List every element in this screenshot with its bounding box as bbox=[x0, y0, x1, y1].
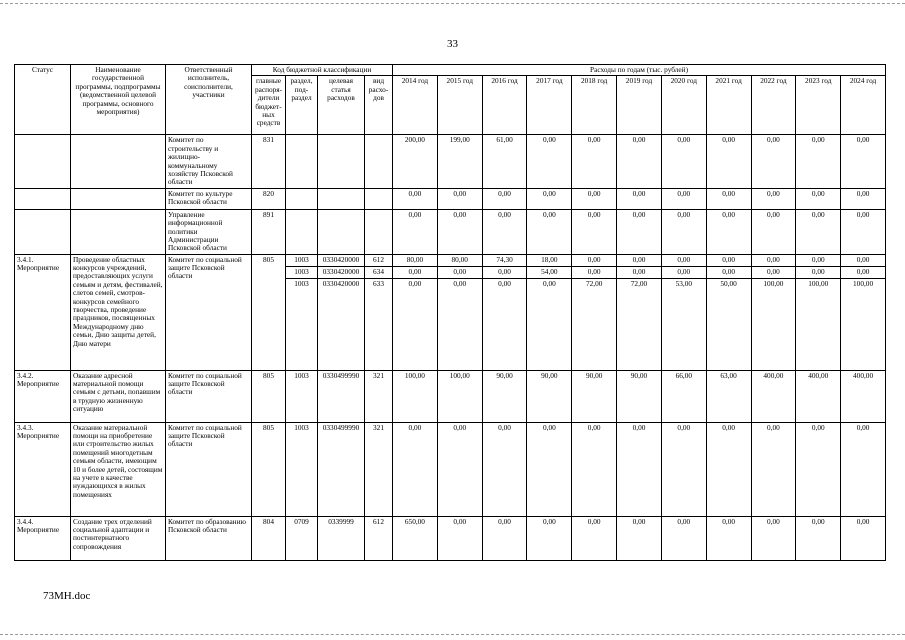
row-year-value: 0,00 bbox=[796, 266, 841, 278]
row-year-value: 0,00 bbox=[572, 266, 617, 278]
header-row-1 bbox=[15, 65, 886, 76]
row-year-value: 400,00 bbox=[841, 370, 886, 422]
row-section bbox=[286, 135, 318, 188]
row-target-item: 0339999 bbox=[318, 516, 365, 560]
row-year-value: 400,00 bbox=[796, 370, 841, 422]
row-year-value: 0,00 bbox=[617, 254, 662, 266]
row-year-value: 0,00 bbox=[661, 254, 706, 266]
row-year-value: 0,00 bbox=[841, 266, 886, 278]
header-year: 2015 год bbox=[437, 76, 482, 135]
row-target-item: 0330420000 bbox=[318, 278, 365, 370]
row-year-value: 0,00 bbox=[527, 188, 572, 209]
row-expense-type: 321 bbox=[365, 370, 393, 422]
row-year-value: 0,00 bbox=[482, 266, 527, 278]
footer-filename: 73МН.doc bbox=[43, 590, 91, 602]
row-year-value: 0,00 bbox=[706, 254, 751, 266]
row-expense-type bbox=[365, 209, 393, 254]
row-year-value: 0,00 bbox=[796, 135, 841, 188]
row-section: 1003 bbox=[286, 422, 318, 516]
row-target-item: 0330499990 bbox=[318, 370, 365, 422]
row-year-value: 0,00 bbox=[706, 135, 751, 188]
row-year-value: 0,00 bbox=[393, 266, 438, 278]
row-status: 3.4.4. Мероприятие bbox=[15, 516, 71, 560]
row-year-value: 0,00 bbox=[751, 254, 796, 266]
row-year-value: 0,00 bbox=[393, 209, 438, 254]
row-year-value: 53,00 bbox=[661, 278, 706, 370]
row-expense-type: 633 bbox=[365, 278, 393, 370]
row-year-value: 0,00 bbox=[841, 516, 886, 560]
row-year-value: 0,00 bbox=[482, 516, 527, 560]
row-main-manager: 804 bbox=[252, 516, 286, 560]
row-year-value: 0,00 bbox=[437, 422, 482, 516]
row-year-value: 0,00 bbox=[437, 266, 482, 278]
row-year-value: 0,00 bbox=[841, 422, 886, 516]
row-year-value: 100,00 bbox=[796, 278, 841, 370]
row-year-value: 0,00 bbox=[617, 266, 662, 278]
row-name bbox=[71, 135, 166, 188]
row-executor: Комитет по культуре Псковской области bbox=[166, 188, 252, 209]
row-year-value: 0,00 bbox=[482, 209, 527, 254]
row-target-item: 0330420000 bbox=[318, 266, 365, 278]
table-header bbox=[15, 65, 886, 135]
row-year-value: 0,00 bbox=[437, 278, 482, 370]
row-main-manager: 820 bbox=[252, 188, 286, 209]
row-year-value: 0,00 bbox=[617, 188, 662, 209]
row-year-value: 0,00 bbox=[393, 422, 438, 516]
header-year: 2022 год bbox=[751, 76, 796, 135]
row-main-manager: 805 bbox=[252, 422, 286, 516]
row-year-value: 50,00 bbox=[706, 278, 751, 370]
header-year: 2023 год bbox=[796, 76, 841, 135]
header-year: 2014 год bbox=[393, 76, 438, 135]
row-name bbox=[71, 209, 166, 254]
row-year-value: 0,00 bbox=[751, 209, 796, 254]
row-year-value: 0,00 bbox=[796, 188, 841, 209]
row-year-value: 0,00 bbox=[482, 422, 527, 516]
row-executor: Управление информационной политики Администрации Псковской области bbox=[166, 209, 252, 254]
row-year-value: 200,00 bbox=[393, 135, 438, 188]
row-year-value: 0,00 bbox=[617, 516, 662, 560]
table-row bbox=[15, 516, 886, 560]
row-year-value: 54,00 bbox=[527, 266, 572, 278]
header-expense-type: вид расхо-дов bbox=[365, 76, 393, 135]
header-section: раздел, под-раздел bbox=[286, 76, 318, 135]
row-year-value: 0,00 bbox=[751, 422, 796, 516]
table-row bbox=[15, 135, 886, 188]
row-year-value: 0,00 bbox=[437, 516, 482, 560]
header-expenses: Расходы по годам (тыс. рублей) bbox=[393, 65, 886, 76]
table-row bbox=[15, 188, 886, 209]
row-expense-type bbox=[365, 188, 393, 209]
header-status: Статус bbox=[15, 65, 71, 135]
table-row bbox=[15, 254, 886, 266]
row-year-value: 90,00 bbox=[617, 370, 662, 422]
row-main-manager: 805 bbox=[252, 254, 286, 370]
table-row bbox=[15, 209, 886, 254]
row-status: 3.4.2. Мероприятие bbox=[15, 370, 71, 422]
header-year: 2017 год bbox=[527, 76, 572, 135]
row-year-value: 72,00 bbox=[617, 278, 662, 370]
row-section: 1003 bbox=[286, 266, 318, 278]
row-year-value: 0,00 bbox=[706, 209, 751, 254]
row-year-value: 0,00 bbox=[706, 516, 751, 560]
row-expense-type: 612 bbox=[365, 516, 393, 560]
row-year-value: 199,00 bbox=[437, 135, 482, 188]
row-executor: Комитет по строительству и жилищно-коммунальному хозяйству Псковской области bbox=[166, 135, 252, 188]
header-year: 2021 год bbox=[706, 76, 751, 135]
row-year-value: 0,00 bbox=[617, 209, 662, 254]
row-year-value: 0,00 bbox=[661, 516, 706, 560]
row-year-value: 100,00 bbox=[751, 278, 796, 370]
row-name: Оказание адресной материальной помощи семьям с детьми, попавшим в трудную жизненную ситуацию bbox=[71, 370, 166, 422]
row-target-item bbox=[318, 209, 365, 254]
row-year-value: 100,00 bbox=[841, 278, 886, 370]
budget-table bbox=[14, 64, 886, 561]
row-year-value: 0,00 bbox=[841, 254, 886, 266]
row-year-value: 100,00 bbox=[393, 370, 438, 422]
row-status: 3.4.3. Мероприятие bbox=[15, 422, 71, 516]
header-target-item: целевая статья расходов bbox=[318, 76, 365, 135]
row-expense-type: 321 bbox=[365, 422, 393, 516]
row-year-value: 0,00 bbox=[572, 188, 617, 209]
row-status bbox=[15, 135, 71, 188]
row-year-value: 0,00 bbox=[572, 135, 617, 188]
row-year-value: 0,00 bbox=[706, 188, 751, 209]
header-year: 2019 год bbox=[617, 76, 662, 135]
page-number: 33 bbox=[447, 38, 458, 50]
row-section bbox=[286, 209, 318, 254]
row-executor: Комитет по образованию Псковской области bbox=[166, 516, 252, 560]
row-year-value: 0,00 bbox=[482, 188, 527, 209]
row-year-value: 0,00 bbox=[393, 188, 438, 209]
row-executor: Комитет по социальной защите Псковской области bbox=[166, 254, 252, 370]
row-year-value: 100,00 bbox=[437, 370, 482, 422]
row-name: Проведение областных конкурсов учреждений, предоставляющих услуги семьям и детям, фестивалей, слетов семей, смотров-конкурсов семейного творчества, проведение праздников, посвященных Международному дню семьи, Дню защиты детей, Дню матери bbox=[71, 254, 166, 370]
row-year-value: 90,00 bbox=[572, 370, 617, 422]
row-year-value: 0,00 bbox=[527, 278, 572, 370]
row-name: Оказание материальной помощи на приобретение или строительство жилых помещений многодетным семьям области, имеющим 10 и более детей, состоящим на учете в качестве нуждающихся в жилых помещениях bbox=[71, 422, 166, 516]
row-expense-type: 634 bbox=[365, 266, 393, 278]
table-body bbox=[15, 135, 886, 560]
row-section: 1003 bbox=[286, 278, 318, 370]
row-year-value: 90,00 bbox=[482, 370, 527, 422]
row-year-value: 0,00 bbox=[661, 422, 706, 516]
row-year-value: 0,00 bbox=[437, 209, 482, 254]
header-year: 2016 год bbox=[482, 76, 527, 135]
row-year-value: 0,00 bbox=[617, 422, 662, 516]
row-target-item: 0330420000 bbox=[318, 254, 365, 266]
top-page-edge bbox=[0, 3, 905, 4]
row-year-value: 0,00 bbox=[572, 209, 617, 254]
row-year-value: 0,00 bbox=[527, 422, 572, 516]
bottom-page-edge bbox=[0, 634, 905, 635]
row-expense-type: 612 bbox=[365, 254, 393, 266]
header-year: 2018 год bbox=[572, 76, 617, 135]
header-main-manager: главные распоря-дители бюджет-ных средств bbox=[252, 76, 286, 135]
row-main-manager: 805 bbox=[252, 370, 286, 422]
row-year-value: 0,00 bbox=[572, 254, 617, 266]
table-row bbox=[15, 370, 886, 422]
row-section bbox=[286, 188, 318, 209]
row-status: 3.4.1. Мероприятие bbox=[15, 254, 71, 370]
header-year: 2020 год bbox=[661, 76, 706, 135]
row-year-value: 61,00 bbox=[482, 135, 527, 188]
row-year-value: 0,00 bbox=[661, 266, 706, 278]
row-section: 0709 bbox=[286, 516, 318, 560]
row-year-value: 0,00 bbox=[572, 516, 617, 560]
row-year-value: 0,00 bbox=[841, 209, 886, 254]
row-year-value: 0,00 bbox=[796, 516, 841, 560]
row-year-value: 0,00 bbox=[796, 422, 841, 516]
row-executor: Комитет по социальной защите Псковской области bbox=[166, 422, 252, 516]
row-year-value: 0,00 bbox=[661, 188, 706, 209]
row-target-item: 0330499990 bbox=[318, 422, 365, 516]
header-name: Наименование государственной программы, подпрограммы (ведомственной целевой программы, основного мероприятия) bbox=[71, 65, 166, 135]
row-executor: Комитет по социальной защите Псковской области bbox=[166, 370, 252, 422]
row-year-value: 90,00 bbox=[527, 370, 572, 422]
header-budget-code: Код бюджетной классификации bbox=[252, 65, 393, 76]
row-year-value: 0,00 bbox=[393, 278, 438, 370]
row-status bbox=[15, 188, 71, 209]
row-year-value: 0,00 bbox=[796, 254, 841, 266]
row-year-value: 0,00 bbox=[751, 135, 796, 188]
row-year-value: 0,00 bbox=[617, 135, 662, 188]
header-year: 2024 год bbox=[841, 76, 886, 135]
row-status bbox=[15, 209, 71, 254]
row-year-value: 0,00 bbox=[661, 135, 706, 188]
table-row bbox=[15, 422, 886, 516]
row-year-value: 0,00 bbox=[437, 188, 482, 209]
row-year-value: 0,00 bbox=[841, 188, 886, 209]
row-target-item bbox=[318, 188, 365, 209]
row-name bbox=[71, 188, 166, 209]
row-year-value: 66,00 bbox=[661, 370, 706, 422]
row-year-value: 63,00 bbox=[706, 370, 751, 422]
row-year-value: 0,00 bbox=[706, 266, 751, 278]
row-year-value: 0,00 bbox=[796, 209, 841, 254]
row-name: Создание трех отделений социальной адаптации и постинтернатного сопровождения bbox=[71, 516, 166, 560]
row-year-value: 650,00 bbox=[393, 516, 438, 560]
row-section: 1003 bbox=[286, 254, 318, 266]
row-year-value: 0,00 bbox=[527, 209, 572, 254]
row-main-manager: 831 bbox=[252, 135, 286, 188]
row-year-value: 0,00 bbox=[751, 188, 796, 209]
row-main-manager: 891 bbox=[252, 209, 286, 254]
row-year-value: 72,00 bbox=[572, 278, 617, 370]
row-year-value: 0,00 bbox=[706, 422, 751, 516]
header-executor: Ответственный исполнитель, соисполнители, участники bbox=[166, 65, 252, 135]
row-year-value: 74,30 bbox=[482, 254, 527, 266]
row-year-value: 0,00 bbox=[661, 209, 706, 254]
row-expense-type bbox=[365, 135, 393, 188]
row-section: 1003 bbox=[286, 370, 318, 422]
row-year-value: 0,00 bbox=[572, 422, 617, 516]
row-year-value: 0,00 bbox=[751, 516, 796, 560]
row-year-value: 0,00 bbox=[751, 266, 796, 278]
row-year-value: 0,00 bbox=[527, 135, 572, 188]
row-year-value: 0,00 bbox=[841, 135, 886, 188]
row-year-value: 80,00 bbox=[393, 254, 438, 266]
row-year-value: 80,00 bbox=[437, 254, 482, 266]
row-year-value: 0,00 bbox=[482, 278, 527, 370]
row-target-item bbox=[318, 135, 365, 188]
row-year-value: 0,00 bbox=[527, 516, 572, 560]
row-year-value: 18,00 bbox=[527, 254, 572, 266]
row-year-value: 400,00 bbox=[751, 370, 796, 422]
